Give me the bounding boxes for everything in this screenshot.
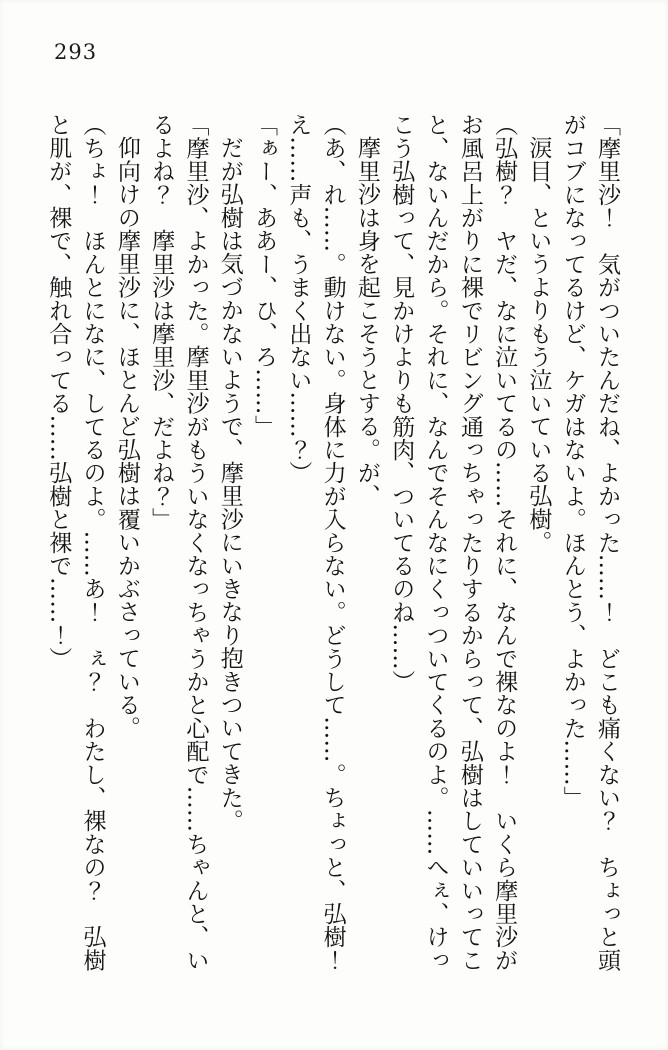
paragraph-thought-3: （ちょ！ ほんとになに、してるのよ。……あ！ ぇ？ わたし、裸なの？ 弘樹と肌が、裸で、触れ合ってる……弘樹と裸で……！） <box>45 113 106 972</box>
paragraph-narration-4: 仰向けの摩里沙に、ほとんど弘樹は覆いかぶさっている。 <box>113 136 140 740</box>
paragraph-thought-1: （弘樹？ ヤだ、なに泣いてるの……それに、なんで裸なのよ！ いくら摩里沙がお風呂上がりに裸でリビング通っちゃったりするからって、弘樹はしていいってこと、ないんだから。それに、なんでそんなにくっついてくるのよ。……へぇ、けっこう弘樹って、見かけよりも筋肉、ついてるのね……） <box>388 113 518 972</box>
body-text <box>41 113 624 995</box>
paragraph-narration-1: 涙目、というよりもう泣いている弘樹。 <box>525 136 552 554</box>
paragraph-dialogue-1: 「摩里沙！ 気がついたんだね、よかった……！ どこも痛くない？ ちょっと頭がコブになってるけど、ケガはないよ。ほんとう、よかった……」 <box>559 113 620 972</box>
paragraph-narration-3: だが弘樹は気づかないようで、摩里沙にいきなり抱きついてきた。 <box>216 136 243 832</box>
page-number: 293 <box>54 40 98 64</box>
paragraph-thought-2: （あ、れ……。動けない。身体に力が入らない。どうして……。ちょっと、弘樹！ え……声も、うまく出ない……？） <box>285 113 346 995</box>
paragraph-dialogue-3: 「摩里沙、よかった。摩里沙がもういなくなっちゃうかと心配で……ちゃんと、いるよね？ 摩里沙は摩里沙、だよね？」 <box>148 113 209 972</box>
paragraph-narration-2: 摩里沙は身を起こそうとする。が、 <box>353 136 380 508</box>
paragraph-dialogue-2: 「ぁー、ああー、ひ、ろ……」 <box>251 113 278 438</box>
